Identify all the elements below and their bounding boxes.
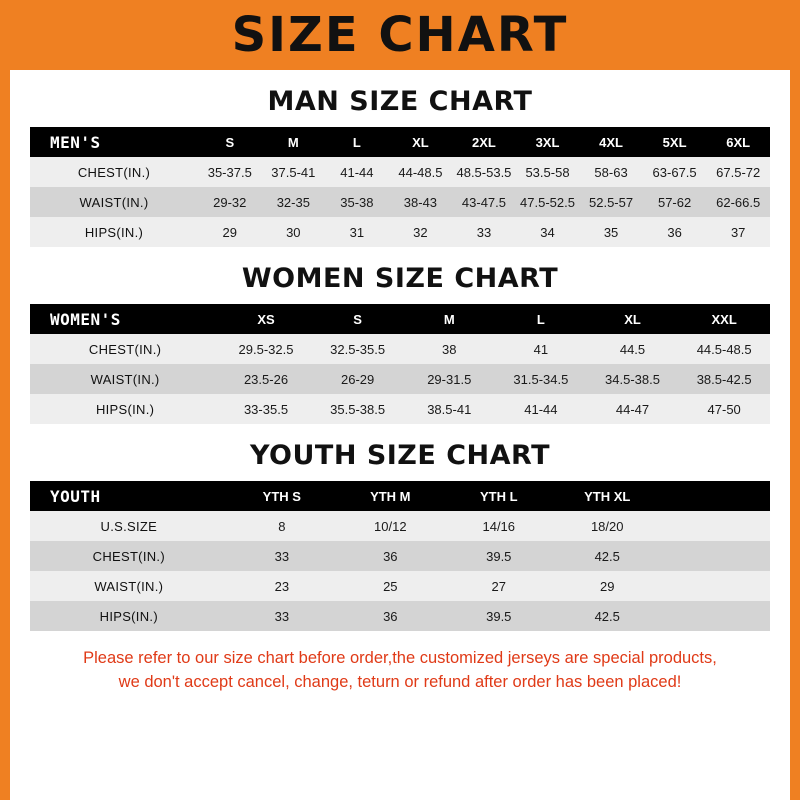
footer-disclaimer — [30, 647, 770, 695]
man-header-row — [30, 127, 770, 157]
man-hips-2xl: 33 — [476, 224, 492, 240]
women-size-table — [30, 304, 770, 424]
table-row — [30, 601, 770, 631]
man-size-table — [30, 127, 770, 247]
women-waist-xxl: 38.5-42.5 — [696, 371, 752, 387]
women-hips-xxl: 47-50 — [707, 401, 741, 417]
youth-hips-xl: 42.5 — [594, 608, 620, 624]
table-row — [30, 541, 770, 571]
youth-ussize-spacer — [661, 511, 770, 541]
man-corner-label: MEN'S — [50, 132, 101, 152]
man-hips-5xl: 36 — [667, 224, 682, 240]
women-hips-s: 35.5-38.5 — [330, 401, 386, 417]
women-header-row — [30, 304, 770, 334]
man-chest-l: 41-44 — [340, 164, 374, 180]
youth-col-spacer — [661, 481, 770, 511]
youth-chest-xl: 42.5 — [594, 548, 620, 564]
youth-size-table — [30, 481, 770, 631]
man-col-6xl: 6XL — [726, 134, 751, 150]
man-waist-xl: 38-43 — [403, 194, 438, 210]
man-chest-xl: 44-48.5 — [398, 164, 443, 180]
women-waist-s: 26-29 — [341, 371, 375, 387]
man-row-label-waist: WAIST(IN.) — [79, 194, 149, 210]
youth-table-head — [30, 481, 770, 511]
women-col-xs: XS — [257, 311, 275, 327]
man-table-head — [30, 127, 770, 157]
women-col-l: L — [536, 311, 545, 327]
man-col-5xl: 5XL — [662, 134, 687, 150]
women-col-s: S — [353, 311, 362, 327]
table-row — [30, 187, 770, 217]
youth-waist-m: 25 — [383, 578, 398, 594]
man-hips-6xl: 37 — [730, 224, 746, 240]
women-row-label-chest: CHEST(IN.) — [88, 341, 162, 357]
man-waist-3xl: 47.5-52.5 — [520, 194, 575, 210]
man-col-s: S — [225, 134, 235, 150]
women-row-label-hips: HIPS(IN.) — [95, 401, 155, 417]
youth-waist-s: 23 — [274, 578, 290, 594]
youth-ussize-xl: 18/20 — [590, 518, 624, 534]
man-row-label-chest: CHEST(IN.) — [77, 164, 151, 180]
youth-chest-l: 39.5 — [486, 548, 512, 564]
man-col-4xl: 4XL — [599, 134, 623, 150]
youth-hips-s: 33 — [274, 608, 290, 624]
man-hips-l: 31 — [349, 224, 365, 240]
women-waist-m: 29-31.5 — [427, 371, 472, 387]
man-chest-2xl: 48.5-53.5 — [456, 164, 512, 180]
man-waist-6xl: 62-66.5 — [716, 194, 761, 210]
women-col-xl: XL — [624, 311, 641, 327]
women-hips-xs: 33-35.5 — [243, 401, 289, 417]
women-chest-xs: 29.5-32.5 — [238, 341, 294, 357]
youth-chest-spacer — [661, 541, 770, 571]
man-col-3xl: 3XL — [535, 134, 560, 150]
women-waist-xl: 34.5-38.5 — [605, 371, 660, 387]
women-corner-label: WOMEN'S — [50, 309, 121, 329]
man-hips-4xl: 35 — [603, 224, 619, 240]
women-chest-xl: 44.5 — [619, 341, 646, 357]
women-waist-l: 31.5-34.5 — [513, 371, 569, 387]
youth-chest-m: 36 — [383, 548, 398, 564]
youth-row-label-chest: CHEST(IN.) — [92, 548, 165, 564]
man-waist-5xl: 57-62 — [657, 194, 692, 210]
table-row — [30, 334, 770, 364]
man-hips-xl: 32 — [413, 224, 428, 240]
women-chest-s: 32.5-35.5 — [330, 341, 386, 357]
man-waist-m: 32-35 — [276, 194, 310, 210]
youth-waist-spacer — [661, 571, 770, 601]
page-title: SIZE CHART — [231, 7, 569, 63]
women-chest-xxl: 44.5-48.5 — [696, 341, 752, 357]
man-waist-4xl: 52.5-57 — [589, 194, 634, 210]
man-waist-s: 29-32 — [213, 194, 247, 210]
women-hips-xl: 44-47 — [615, 401, 650, 417]
man-waist-2xl: 43-47.5 — [461, 194, 506, 210]
youth-ussize-m: 10/12 — [374, 518, 407, 534]
man-col-2xl: 2XL — [472, 134, 496, 150]
man-waist-l: 35-38 — [340, 194, 374, 210]
youth-col-s: YTH S — [262, 488, 301, 504]
youth-col-xl: YTH XL — [584, 488, 631, 504]
table-row — [30, 394, 770, 424]
youth-table-body — [30, 511, 770, 631]
youth-hips-m: 36 — [383, 608, 398, 624]
man-chest-6xl: 67.5-72 — [716, 164, 761, 180]
youth-ussize-s: 8 — [278, 518, 286, 534]
man-hips-m: 30 — [286, 224, 301, 240]
table-row — [30, 364, 770, 394]
women-hips-l: 41-44 — [524, 401, 558, 417]
women-col-xxl: XXL — [711, 311, 737, 327]
man-hips-3xl: 34 — [540, 224, 555, 240]
youth-chest-s: 33 — [274, 548, 290, 564]
youth-row-label-waist: WAIST(IN.) — [94, 578, 164, 594]
youth-waist-l: 27 — [491, 578, 506, 594]
youth-row-label-hips: HIPS(IN.) — [99, 608, 158, 624]
youth-col-m: YTH M — [370, 488, 411, 504]
man-chest-3xl: 53.5-58 — [525, 164, 570, 180]
man-table-body — [30, 157, 770, 247]
chart-content — [10, 86, 790, 695]
footer-line-1: Please refer to our size chart before order,the customized jerseys are special products, — [83, 649, 717, 667]
header-banner — [0, 0, 800, 70]
man-col-xl: XL — [412, 134, 429, 150]
section-title-man: MAN SIZE CHART — [267, 86, 533, 117]
footer-line-2: we don't accept cancel, change, teturn or refund after order has been placed! — [118, 672, 682, 691]
man-chest-5xl: 63-67.5 — [652, 164, 697, 180]
youth-row-label-us-size: U.S.SIZE — [100, 518, 158, 534]
women-chest-l: 41 — [533, 341, 549, 357]
man-col-l: L — [352, 134, 361, 150]
man-row-label-hips: HIPS(IN.) — [84, 224, 144, 240]
youth-hips-l: 39.5 — [486, 608, 512, 624]
youth-hips-spacer — [661, 601, 770, 631]
women-waist-xs: 23.5-26 — [243, 371, 289, 387]
man-hips-s: 29 — [222, 224, 237, 240]
youth-col-l: YTH L — [479, 488, 518, 504]
section-title-youth: YOUTH SIZE CHART — [249, 440, 551, 471]
man-chest-s: 35-37.5 — [207, 164, 252, 180]
women-chest-m: 38 — [442, 341, 457, 357]
youth-waist-xl: 29 — [600, 578, 615, 594]
youth-ussize-l: 14/16 — [482, 518, 516, 534]
table-row — [30, 571, 770, 601]
man-chest-4xl: 58-63 — [594, 164, 628, 180]
women-col-m: M — [443, 311, 455, 327]
women-table-head — [30, 304, 770, 334]
man-chest-m: 37.5-41 — [271, 164, 316, 180]
youth-header-row — [30, 481, 770, 511]
youth-corner-label: YOUTH — [50, 486, 101, 506]
women-row-label-waist: WAIST(IN.) — [90, 371, 160, 387]
section-title-women: WOMEN SIZE CHART — [241, 263, 559, 294]
women-hips-m: 38.5-41 — [427, 401, 472, 417]
table-row — [30, 217, 770, 247]
man-col-m: M — [287, 134, 299, 150]
women-table-body — [30, 334, 770, 424]
table-row — [30, 511, 770, 541]
table-row — [30, 157, 770, 187]
